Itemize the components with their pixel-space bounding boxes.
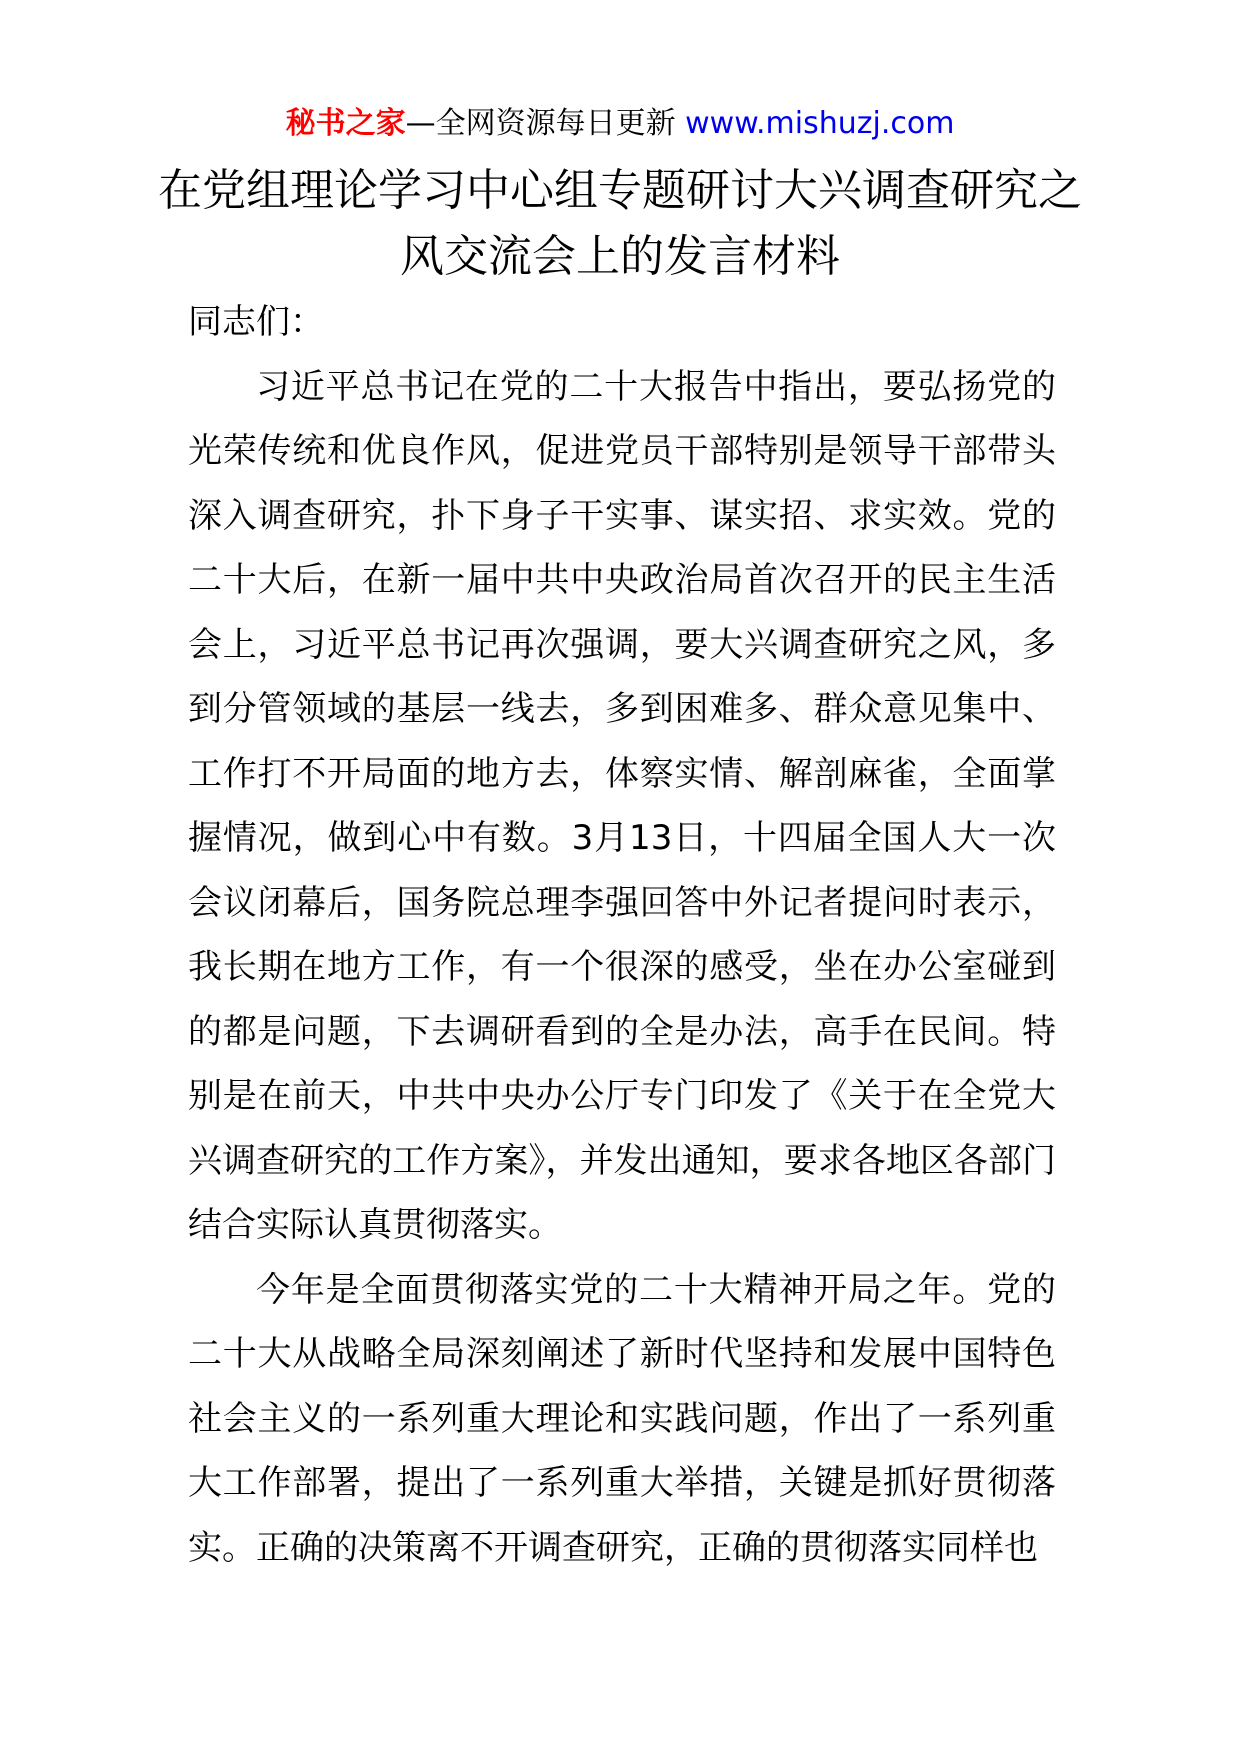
document-title: 在党组理论学习中心组专题研讨大兴调查研究之风交流会上的发言材料 [158, 165, 1082, 282]
brand-name: 秘书之家 [285, 106, 406, 141]
site-url-link[interactable]: www.mishuzj.com [685, 106, 955, 141]
document-body [188, 290, 1056, 1580]
paragraph-1: 习近平总书记在党的二十大报告中指出，要弘扬党的光荣传统和优良作风，促进党员干部特别是领导干部带头深入调查研究，扑下身子干实事、谋实招、求实效。党的二十大后，在新一届中共中央政治局首次召开的民主生活会上，习近平总书记再次强调，要大兴调查研究之风，多到分管领域的基层一线去，多到困难多、群众意见集中、工作打不开局面的地方去，体察实情、解剖麻雀，全面掌握情况，做到心中有数。3月13日，十四届全国人大一次会议闭幕后，国务院总理李强回答中外记者提问时表示，我长期在地方工作，有一个很深的感受，坐在办公室碰到的都是问题，下去调研看到的全是办法，高手在民间。特别是在前天，中共中央办公厅专门印发了《关于在全党大兴调查研究的工作方案》，并发出通知，要求各地区各部门结合实际认真贯彻落实。 [188, 366, 1056, 1245]
site-header [0, 104, 1240, 144]
header-tagline: —全网资源每日更新 [405, 106, 686, 141]
salutation: 同志们： [188, 302, 324, 342]
paragraph-2: 今年是全面贯彻落实党的二十大精神开局之年。党的二十大从战略全局深刻阐述了新时代坚持和发展中国特色社会主义的一系列重大理论和实践问题，作出了一系列重大工作部署，提出了一系列重大举措，关键是抓好贯彻落实。正确的决策离不开调查研究，正确的贯彻落实同样也 [188, 1269, 1056, 1568]
